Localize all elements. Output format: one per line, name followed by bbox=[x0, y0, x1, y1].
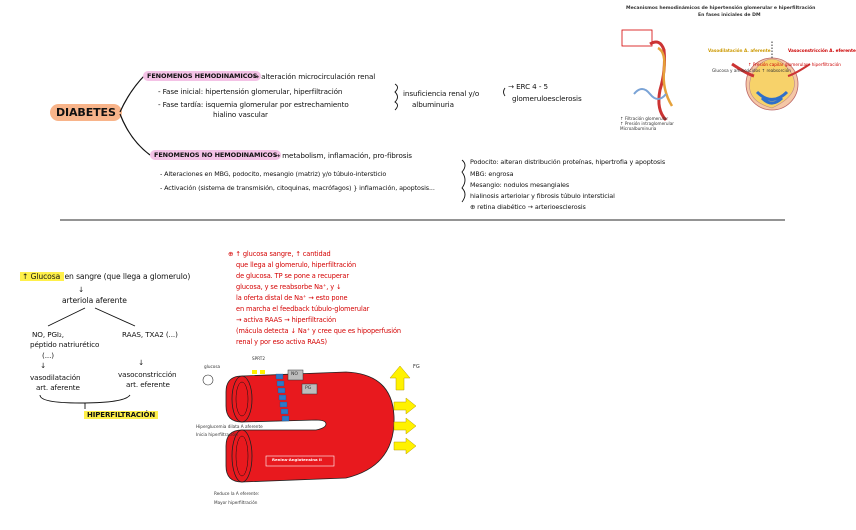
insufficiency-b: albuminuria bbox=[412, 100, 454, 109]
non-hemodynamic-item-2: - Activación (sistema de transmisión, citoquinas, macrófagos) } inflamación, apoptosis... bbox=[160, 184, 435, 192]
red-note-1: ⊕ ↑ glucosa sangre, ↑ cantidad bbox=[228, 250, 331, 258]
erc-a: → ERC 4 - 5 bbox=[508, 82, 548, 91]
reduce-b: Mayor hiperfiltración bbox=[214, 500, 258, 505]
fg-arrow bbox=[390, 366, 410, 390]
hemodynamic-phase-2a: - Fase tardía: isquemia glomerular por estrechamiento bbox=[158, 100, 349, 109]
left-branch-c: (...) bbox=[42, 351, 54, 360]
inset-legend-1: ↑ Filtración glomerular bbox=[620, 116, 669, 121]
right-branch: RAAS, TXA2 (...) bbox=[122, 330, 178, 339]
hemodynamic-phase-2b: hialino vascular bbox=[213, 110, 268, 119]
hemodynamic-title: FENOMENOS HEMODINAMICOS bbox=[143, 71, 261, 81]
red-note-5: la oferta distal de Na⁺ → esto pone bbox=[236, 294, 348, 302]
red-note-3: de glucosa. TP se pone a recuperar bbox=[236, 272, 349, 280]
outcome-1: Podocito: alteran distribución proteínas, hipertrofia y apoptosis bbox=[470, 158, 666, 166]
outcome-5: ⊕ retina diabético → arterioesclerosis bbox=[470, 203, 586, 211]
vasoconstriction-a: vasoconstricción bbox=[118, 370, 177, 379]
hemodynamic-result: → alteración microcirculación renal bbox=[253, 72, 376, 81]
red-note-6: en marcha el feedback túbulo-glomerular bbox=[236, 305, 370, 313]
erc-b: glomeruloesclerosis bbox=[512, 94, 582, 103]
inset-left-note: Glucosa y aminoácidos ↑ reabsorción bbox=[712, 68, 791, 73]
inset-mid-label: ↑ Presión capilar glomerular · hiperfiltración bbox=[748, 62, 841, 67]
arrow-down-1: ↓ bbox=[78, 285, 84, 294]
filtration-arrow-2 bbox=[394, 418, 416, 434]
insufficiency-a: insuficiencia renal y/o bbox=[403, 89, 480, 98]
vasodilation-b: art. aferente bbox=[36, 383, 80, 392]
pg-box-label: PG bbox=[305, 386, 312, 391]
raas-box-label: Renina-Angiotensina II bbox=[272, 457, 322, 462]
inset-legend-3: Microalbuminuria bbox=[620, 126, 657, 131]
red-note-8: (mácula detecta ↓ Na⁺ y cree que es hipoperfusión bbox=[236, 327, 401, 335]
hyperglycemia-b: Inicia hiperfiltración bbox=[196, 432, 238, 437]
hemodynamic-phase-1: - Fase inicial: hipertensión glomerular, hiperfiltración bbox=[158, 87, 343, 96]
hyperglycemia-a: Hiperglucemia dilata A aferente bbox=[196, 424, 263, 429]
vessel-bottom-opening bbox=[232, 430, 252, 482]
red-note-4: glucosa, y se reabsorbe Na⁺, y ↓ bbox=[236, 283, 342, 291]
hyperfiltration-label: HIPERFILTRACIÓN bbox=[84, 411, 158, 419]
left-branch-a: NO, PGI₂, bbox=[32, 330, 64, 339]
outcome-4: hialinosis arteriolar y fibrosis túbulo intersticial bbox=[470, 192, 615, 200]
outcome-2: MBG: engrosa bbox=[470, 170, 514, 178]
glucose-diagram-label: glucosa bbox=[204, 364, 221, 369]
fg-label: FG bbox=[413, 364, 420, 370]
glucose-word: Glucosa bbox=[30, 272, 61, 281]
glucose-molecule bbox=[203, 375, 213, 385]
left-branch-b: péptido natriurético bbox=[30, 340, 100, 349]
reduce-a: Reduce la A eferente: bbox=[214, 491, 260, 496]
red-note-9: renal y por eso activa RAAS) bbox=[236, 338, 328, 346]
sglt2-label: SPRT2 bbox=[252, 356, 266, 361]
vessel-top-opening bbox=[232, 376, 252, 422]
glucose-arrow: ↑ bbox=[22, 272, 29, 281]
non-hemodynamic-title: FENOMENOS NO HEMODINAMICOS bbox=[150, 150, 281, 160]
arrow-down-2: ↓ bbox=[40, 361, 46, 370]
inset-left-label: Vasodilatación A. aferente bbox=[708, 48, 771, 53]
no-box-label: NO bbox=[291, 372, 299, 377]
non-hemodynamic-result: → metabolism, inflamación, pro-fibrosis bbox=[274, 151, 412, 160]
glucose-rest: en sangre (que llega a glomerulo) bbox=[64, 272, 191, 281]
arteriola-label: arteriola aferente bbox=[62, 296, 127, 305]
inset-title-a: Mecanismos hemodinámicos de hipertensión glomerular e hiperfiltración bbox=[626, 6, 816, 11]
non-hemodynamic-item-1: - Alteraciones en MBG, podocito, mesangio (matriz) y/o túbulo-intersticio bbox=[160, 170, 387, 178]
red-note-2: que llega al glomerulo, hiperfiltración bbox=[236, 261, 357, 269]
inset-legend-2: ↑ Presión intraglomerular bbox=[620, 121, 675, 126]
outcome-3: Mesangio: nodulos mesangiales bbox=[470, 181, 570, 189]
inset-title-b: En fases iniciales de DM bbox=[698, 13, 761, 18]
filtration-arrow-1 bbox=[394, 398, 416, 414]
diabetes-label: DIABETES bbox=[50, 104, 122, 121]
arrow-down-3: ↓ bbox=[138, 358, 144, 367]
filtration-arrow-3 bbox=[394, 438, 416, 454]
vasoconstriction-b: art. eferente bbox=[126, 380, 170, 389]
vasodilation-a: vasodilatación bbox=[30, 373, 81, 382]
inset-right-label: Vasoconstricción A. eferente bbox=[788, 48, 856, 53]
red-note-7: → activa RAAS → hiperfiltración bbox=[236, 316, 337, 324]
